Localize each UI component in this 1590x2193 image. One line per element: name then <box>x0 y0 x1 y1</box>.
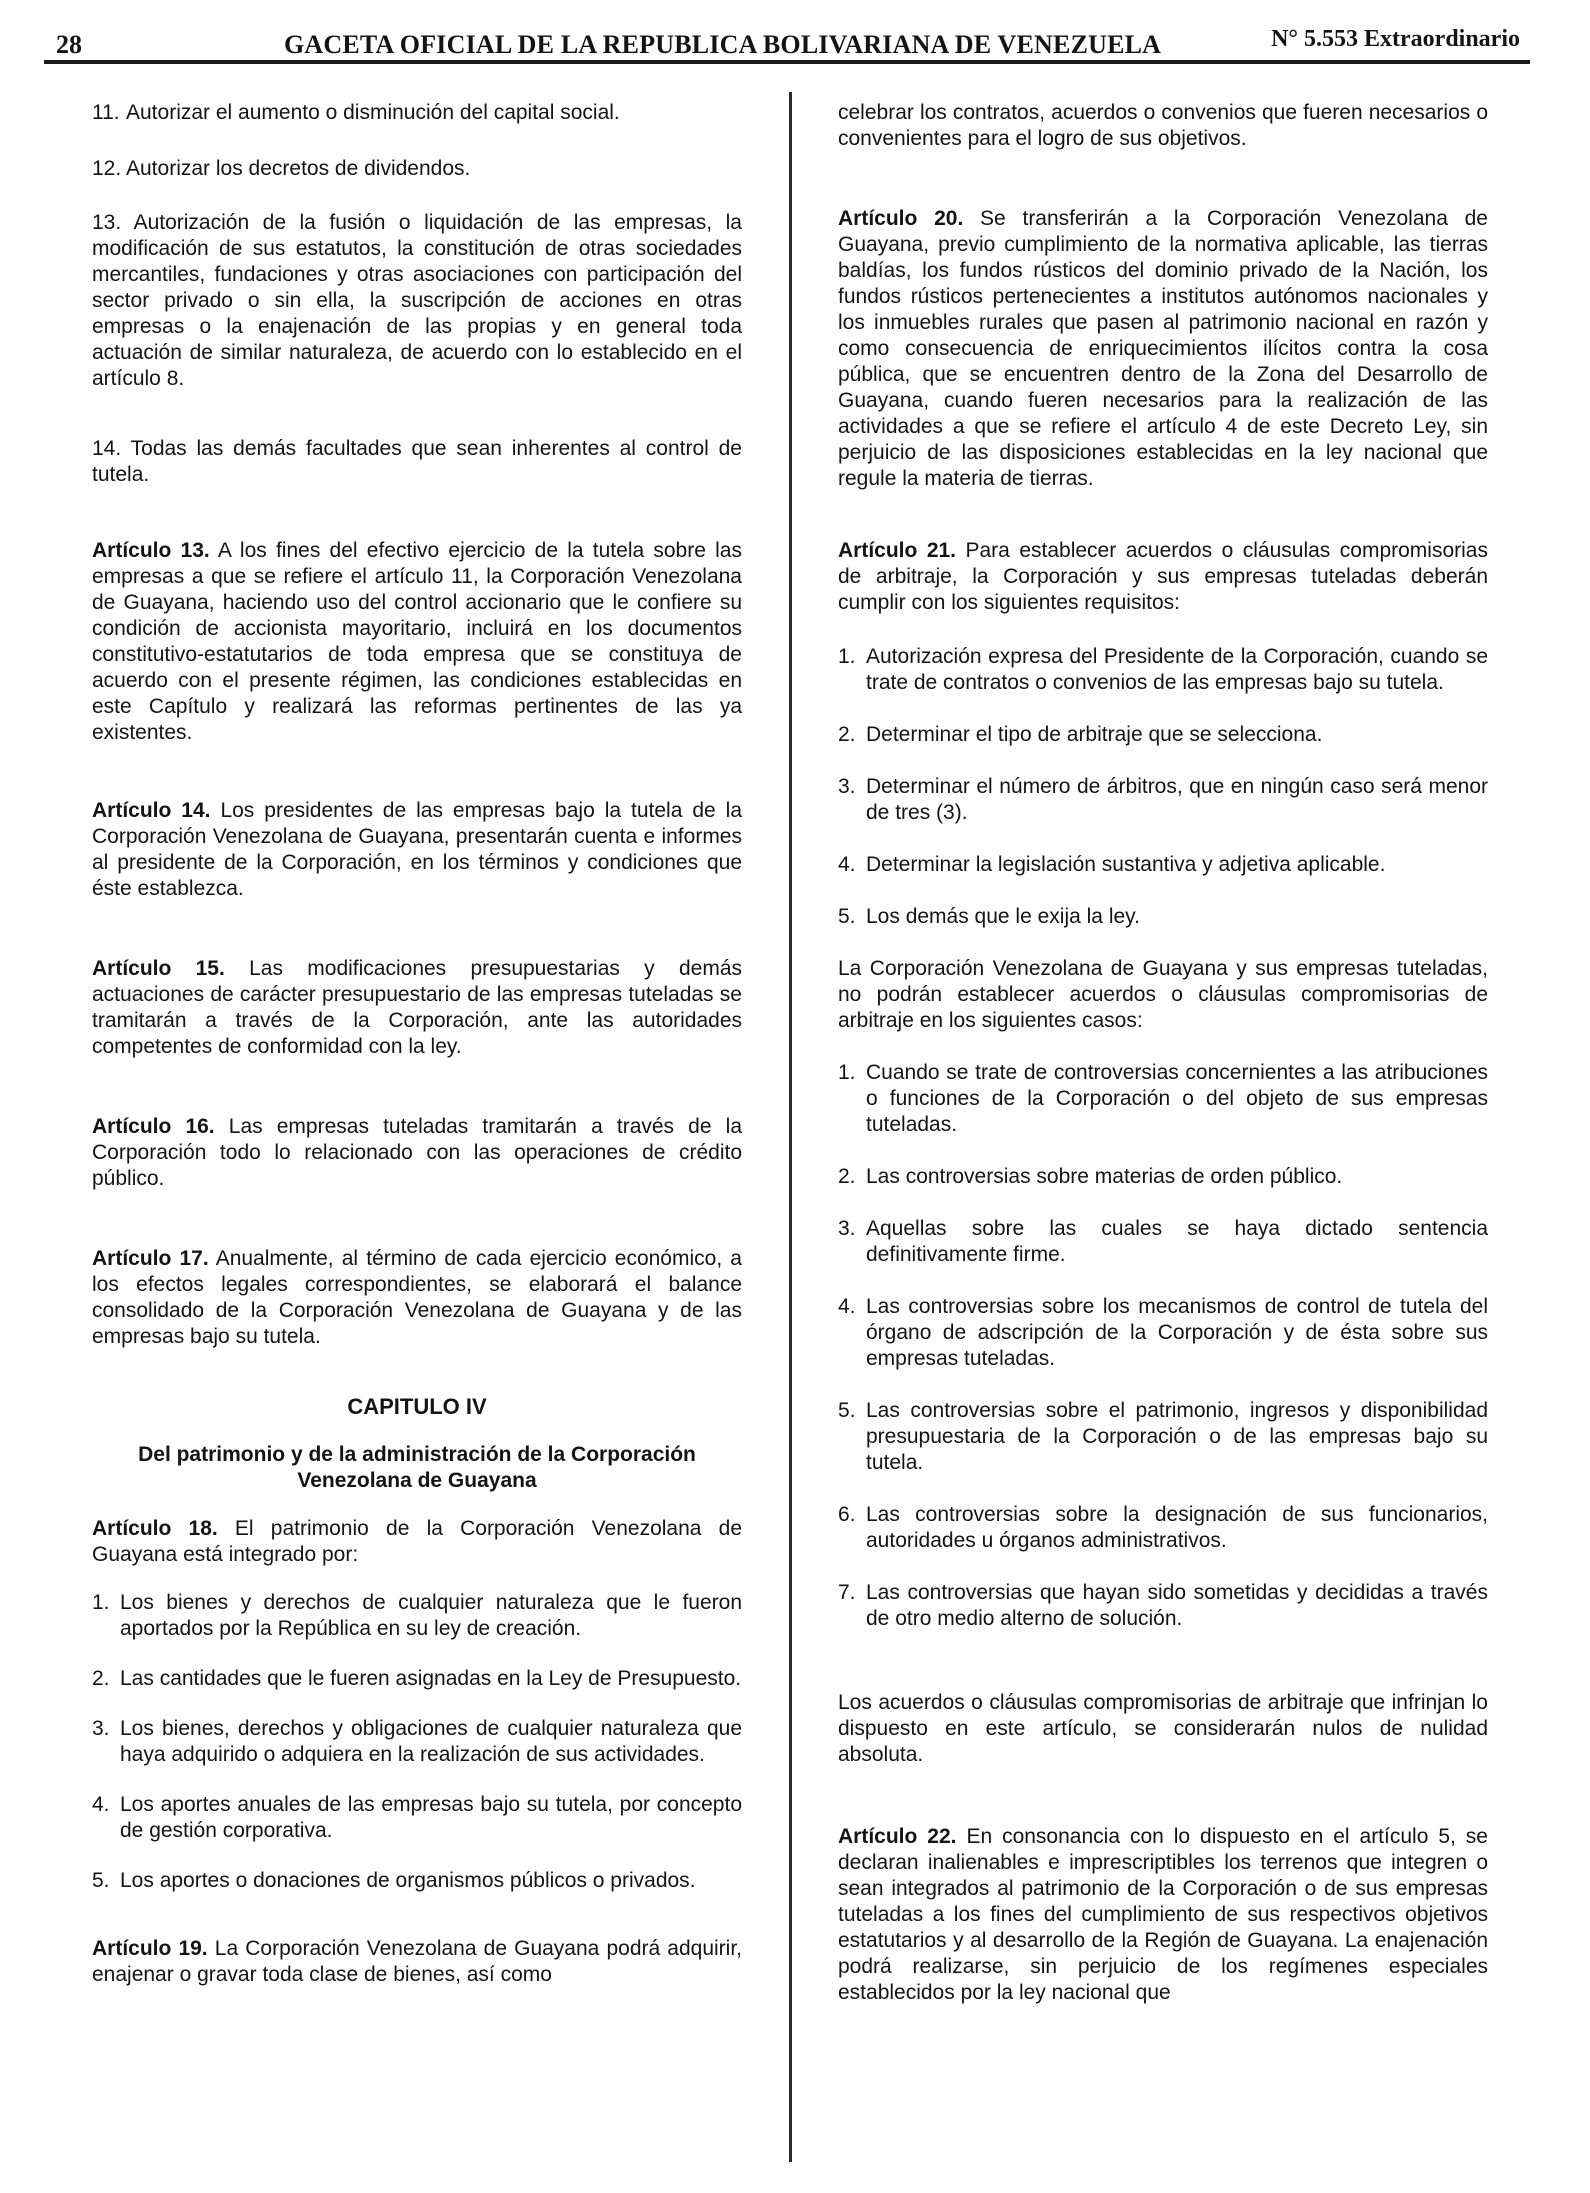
list-item: 6. Las controversias sobre la designación de sus funcionarios, autoridades u órganos administrativos. <box>838 1503 1488 1552</box>
article-label: Artículo 17. <box>92 1247 209 1270</box>
article-label: Artículo 21. <box>838 539 957 562</box>
article-21-paragraph-3: Los acuerdos o cláusulas compromisorias de arbitraje que infrinjan lo dispuesto en este artículo, se considerarán nulos de nulidad absoluta. <box>838 1691 1488 1766</box>
article-19: Artículo 19. La Corporación Venezolana de Guayana podrá adquirir, enajenar o gravar toda clase de bienes, así como <box>92 1937 742 1986</box>
article-18: Artículo 18. El patrimonio de la Corporación Venezolana de Guayana está integrado por: <box>92 1517 742 1566</box>
article-label: Artículo 15. <box>92 957 225 980</box>
article-20: Artículo 20. Se transferirán a la Corporación Venezolana de Guayana, previo cumplimiento de la normativa aplicable, las tierras baldías, los fundos rústicos del dominio privado de la Nación, los fundos rústicos pertenecientes a institutos autónomos nacionales y los inmuebles rurales que pasen al patrimonio nacional en razón y como consecuencia de enriquecimientos ilícitos contra la cosa pública, que se encuentren dentro de la Zona del Desarrollo de Guayana, cuando fueren necesarios para la realización de las actividades a que se refiere el artículo 4 de este Decreto Ley, sin perjuicio de las disposiciones establecidas en la ley nacional que regule la materia de tierras. <box>838 207 1488 490</box>
list-item: 2. Determinar el tipo de arbitraje que se selecciona. <box>838 723 1323 746</box>
list-item: 4. Determinar la legislación sustantiva y adjetiva aplicable. <box>838 853 1386 876</box>
article-14: Artículo 14. Los presidentes de las empresas bajo la tutela de la Corporación Venezolana de Guayana, presentarán cuenta e informes al presidente de la Corporación, en los términos y condiciones que éste establezca. <box>92 799 742 900</box>
article-13: Artículo 13. A los fines del efectivo ejercicio de la tutela sobre las empresas a que se refiere el artículo 11, la Corporación Venezolana de Guayana, haciendo uso del control accionario que le confiere su condición de accionista mayoritario, incluirá en los documentos constitutivo-estatutarios de toda empresa que se constituya de acuerdo con el presente régimen, las condiciones establecidas en este Capítulo y realizará las reformas pertinentes de las ya existentes. <box>92 539 742 744</box>
right-column <box>838 100 1488 2006</box>
list-item: 3. Aquellas sobre las cuales se haya dictado sentencia definitivamente firme. <box>838 1217 1488 1266</box>
chapter-title: Del patrimonio y de la administración de la Corporación Venezolana de Guayana <box>138 1443 696 1492</box>
list-item: 4. Las controversias sobre los mecanismos de control de tutela del órgano de adscripción de la Corporación y de ésta sobre sus empresas tuteladas. <box>838 1295 1488 1370</box>
list-item: 3. Los bienes, derechos y obligaciones de cualquier naturaleza que haya adquirido o adquiera en la realización de sus actividades. <box>92 1717 742 1766</box>
article-21: Artículo 21. Para establecer acuerdos o cláusulas compromisorias de arbitraje, la Corporación y sus empresas tuteladas deberán cumplir con los siguientes requisitos: <box>838 539 1488 614</box>
continuation-paragraph: celebrar los contratos, acuerdos o convenios que fueren necesarios o convenientes para el logro de sus objetivos. <box>838 101 1488 150</box>
article-label: Artículo 19. <box>92 1937 208 1960</box>
list-item: 3. Determinar el número de árbitros, que en ningún caso será menor de tres (3). <box>838 775 1488 824</box>
page-number: 28 <box>56 30 82 59</box>
chapter-heading: CAPITULO IV <box>347 1394 487 1419</box>
list-item-14: 14. Todas las demás facultades que sean inherentes al control de tutela. <box>92 437 742 486</box>
article-label: Artículo 16. <box>92 1115 215 1138</box>
list-item: 1. Cuando se trate de controversias concernientes a las atribuciones o funciones de la Corporación o del objeto de sus empresas tuteladas. <box>838 1061 1488 1136</box>
left-column <box>92 100 742 1988</box>
list-item: 4. Los aportes anuales de las empresas bajo su tutela, por concepto de gestión corporativa. <box>92 1793 742 1842</box>
article-label: Artículo 18. <box>92 1517 218 1540</box>
list-item-12: 12. Autorizar los decretos de dividendos. <box>92 157 471 180</box>
list-item: 1. Los bienes y derechos de cualquier naturaleza que le fueron aportados por la República en su ley de creación. <box>92 1591 742 1640</box>
list-item: 2. Las cantidades que le fueren asignadas en la Ley de Presupuesto. <box>92 1667 742 1690</box>
list-item: 5. Los aportes o donaciones de organismos públicos o privados. <box>92 1869 696 1892</box>
article-label: Artículo 22. <box>838 1825 957 1848</box>
list-item-13: 13. Autorización de la fusión o liquidación de las empresas, la modificación de sus estatutos, la constitución de otras sociedades mercantiles, fundaciones y otras asociaciones con participación del sector privado o sin ella, la suscripción de acciones en otras empresas o la enajenación de las propias y en general toda actuación de similar naturaleza, de acuerdo con lo establecido en el artículo 8. <box>92 211 742 390</box>
article-16: Artículo 16. Las empresas tuteladas tramitarán a través de la Corporación todo lo relacionado con las operaciones de crédito público. <box>92 1115 742 1190</box>
article-22: Artículo 22. En consonancia con lo dispuesto en el artículo 5, se declaran inalienables e imprescriptibles los terrenos que integren o sean integrados al patrimonio de la Corporación o de sus empresas tuteladas a los fines del cumplimiento de sus respectivos objetivos estatutarios y al desarrollo de la Región de Guayana. La enajenación podrá realizarse, sin perjuicio de los regímenes especiales establecidos por la ley nacional que <box>838 1825 1488 2004</box>
list-item: 7. Las controversias que hayan sido sometidas y decididas a través de otro medio alterno de solución. <box>838 1581 1488 1630</box>
article-17: Artículo 17. Anualmente, al término de cada ejercicio económico, a los efectos legales correspondientes, se elaborará el balance consolidado de la Corporación Venezolana de Guayana y de las empresas bajo su tutela. <box>92 1247 742 1348</box>
list-item: 5. Las controversias sobre el patrimonio, ingresos y disponibilidad presupuestaria de la Corporación o de las empresas bajo su tutela. <box>838 1399 1488 1474</box>
column-divider <box>789 92 792 2162</box>
article-label: Artículo 13. <box>92 539 210 562</box>
page-header <box>44 22 1530 64</box>
list-item: 2. Las controversias sobre materias de orden público. <box>838 1165 1343 1188</box>
article-15: Artículo 15. Las modificaciones presupuestarias y demás actuaciones de carácter presupuestario de las empresas tuteladas se tramitarán a través de la Corporación, ante las autoridades competentes de conformidad con la ley. <box>92 957 742 1058</box>
list-item: 1. Autorización expresa del Presidente de la Corporación, cuando se trate de contratos o convenios de las empresas bajo su tutela. <box>838 645 1488 694</box>
article-21-paragraph-2: La Corporación Venezolana de Guayana y sus empresas tuteladas, no podrán establecer acuerdos o cláusulas compromisorias de arbitraje en los siguientes casos: <box>838 957 1488 1032</box>
article-label: Artículo 20. <box>838 207 964 230</box>
issue-number: N° 5.553 Extraordinario <box>1271 26 1520 52</box>
list-item-11: 11. Autorizar el aumento o disminución del capital social. <box>92 101 620 124</box>
list-item: 5. Los demás que le exija la ley. <box>838 905 1140 928</box>
article-label: Artículo 14. <box>92 799 211 822</box>
gazette-title: GACETA OFICIAL DE LA REPUBLICA BOLIVARIANA DE VENEZUELA <box>284 30 1162 59</box>
